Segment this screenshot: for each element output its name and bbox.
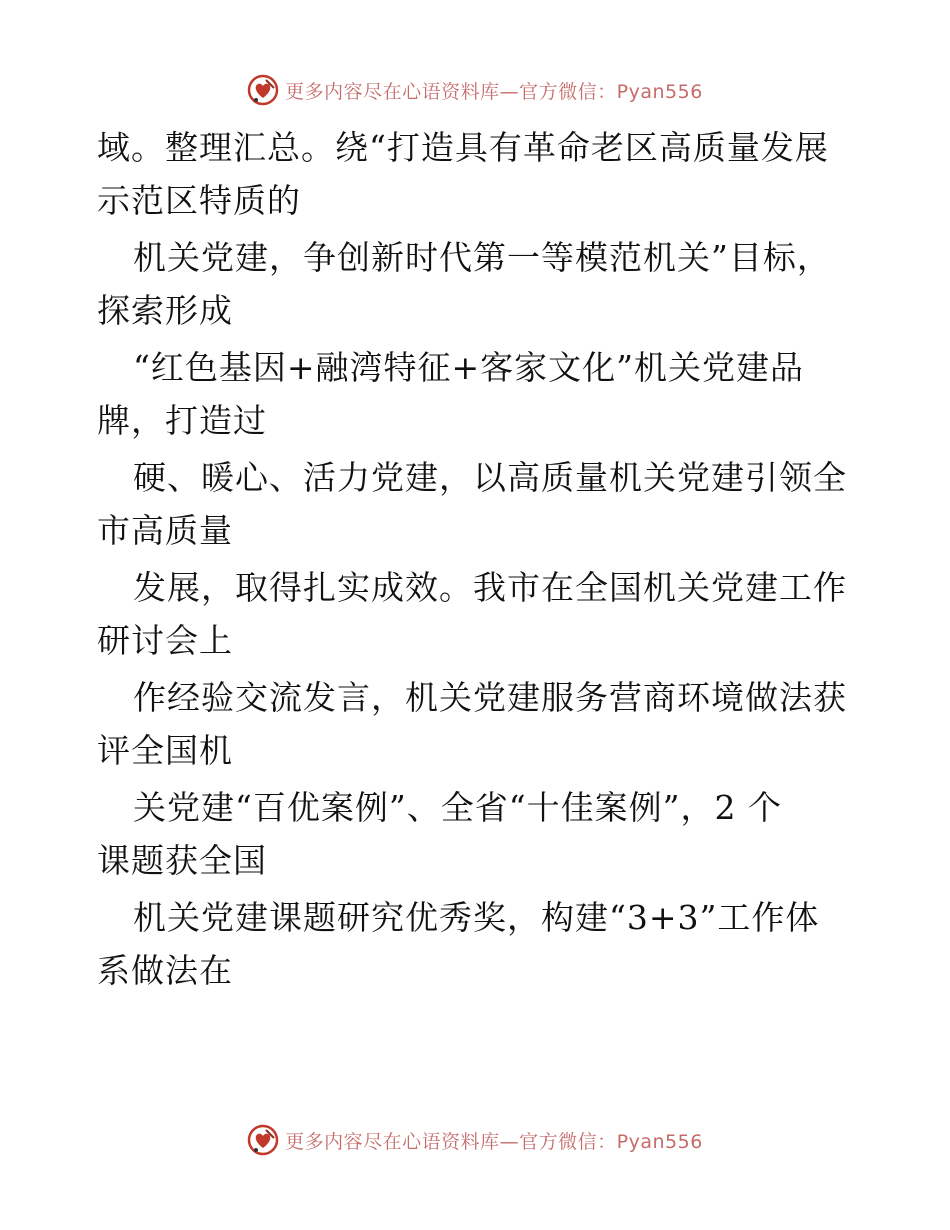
- text-line: 机关党建课题研究优秀奖，构建“3+3”工作体: [133, 898, 820, 937]
- text-line: 牌，打造过: [97, 401, 267, 440]
- text-line: 机关党建，争创新时代第一等模范机关”目标，: [133, 238, 831, 277]
- text-line: “红色基因+融湾特征+客家文化”机关党建品: [133, 348, 805, 387]
- text-line: 市高质量: [97, 511, 233, 550]
- text-line: 示范区特质的: [97, 181, 301, 220]
- header-banner: [0, 70, 950, 110]
- document-body: [97, 118, 867, 998]
- text-line: 关党建“百优案例”、全省“十佳案例”，2 个: [133, 788, 782, 827]
- text-line: 硬、暖心、活力党建，以高质量机关党建引领全: [133, 458, 847, 497]
- text-line: 系做法在: [97, 951, 233, 990]
- text-line: 课题获全国: [97, 841, 267, 880]
- heart-pen-logo-icon: [247, 74, 279, 106]
- heart-pen-logo-icon: [247, 1124, 279, 1156]
- footer-banner: [0, 1120, 950, 1160]
- text-line: 域。整理汇总。绕“打造具有革命老区高质量发展: [97, 128, 829, 167]
- header-banner-text: 更多内容尽在心语资料库—官方微信：Pyan556: [285, 80, 703, 103]
- text-line: 探索形成: [97, 291, 233, 330]
- text-line: 评全国机: [97, 731, 233, 770]
- footer-banner-text: 更多内容尽在心语资料库—官方微信：Pyan556: [285, 1130, 703, 1153]
- text-line: 作经验交流发言，机关党建服务营商环境做法获: [133, 678, 847, 717]
- text-line: 发展，取得扎实成效。我市在全国机关党建工作: [133, 568, 847, 607]
- text-line: 研讨会上: [97, 621, 233, 660]
